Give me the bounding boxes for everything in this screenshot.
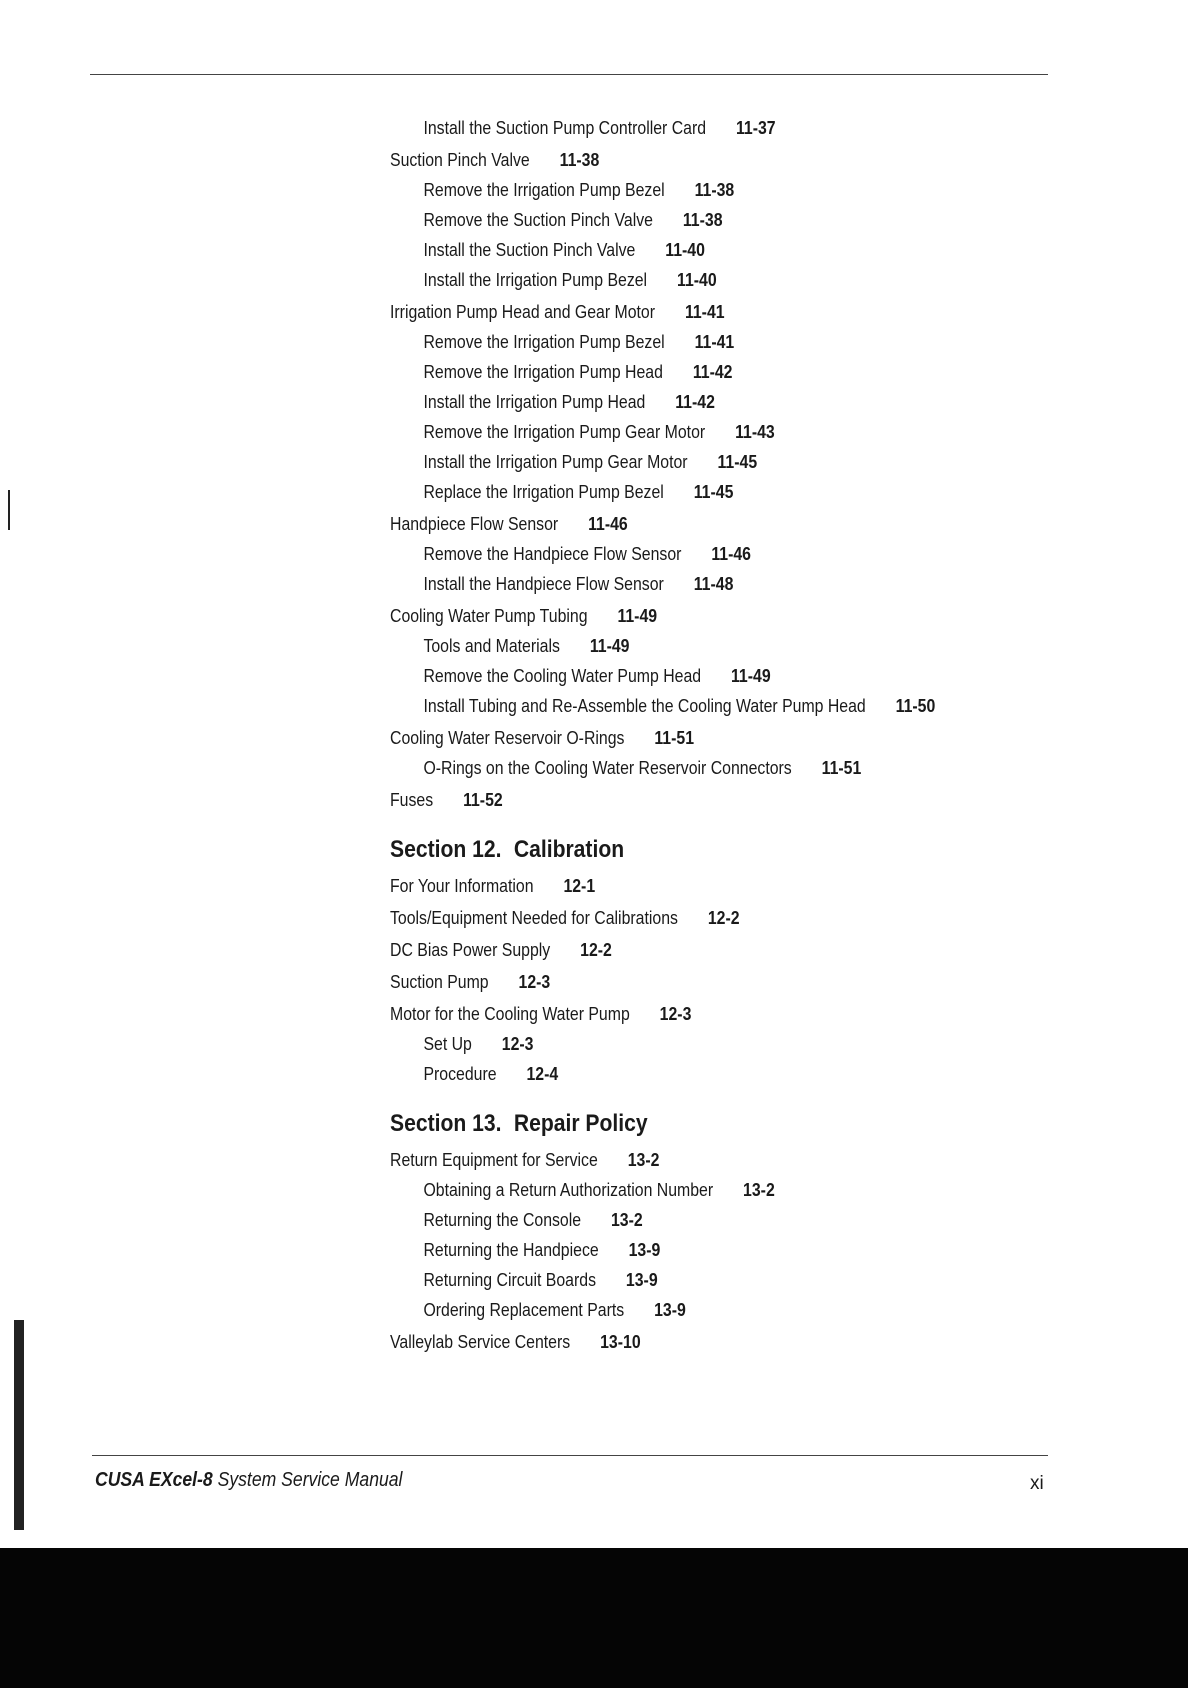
toc-entry-page: 11-49 [730, 666, 771, 686]
toc-entry-page: 13-9 [654, 1300, 686, 1320]
toc-entry-page: 12-3 [659, 1004, 692, 1024]
section-heading [390, 1109, 1024, 1139]
footer-title-rest: System Service Manual [217, 1469, 403, 1491]
toc-entry-label: Suction Pinch Valve [390, 150, 530, 170]
toc-entry-page: 11-46 [711, 544, 751, 564]
toc-entry [390, 117, 1024, 139]
toc-entry-label: Irrigation Pump Head and Gear Motor [390, 302, 656, 322]
section-heading [390, 835, 1024, 865]
toc-entry-label: Tools/Equipment Needed for Calibrations [390, 908, 678, 928]
toc-entry [390, 695, 1024, 717]
toc-entry-label: Remove the Irrigation Pump Gear Motor [423, 422, 706, 442]
scan-border [0, 1548, 1188, 1688]
toc-entry-page: 11-41 [684, 302, 725, 322]
toc-entry-label: Ordering Replacement Parts [423, 1300, 625, 1320]
footer-page-number: xi [1030, 1473, 1044, 1494]
footer-manual-title [95, 1469, 402, 1492]
toc-entry-label: Valleylab Service Centers [390, 1332, 571, 1352]
toc-entry-label: Remove the Cooling Water Pump Head [423, 666, 702, 686]
toc-entry-label: Cooling Water Reservoir O-Rings [390, 728, 625, 748]
toc-entry-page: 12-4 [526, 1064, 559, 1084]
toc-entry-label: Remove the Irrigation Pump Bezel [423, 180, 665, 200]
toc-entry-label: Returning Circuit Boards [423, 1270, 597, 1290]
toc-entry-label: Tools and Materials [423, 636, 560, 656]
toc-entry [390, 421, 1024, 443]
toc-entry [390, 301, 1024, 323]
toc-entry [390, 789, 1024, 811]
toc-entry [390, 1149, 1024, 1171]
toc-entry-page: 11-46 [588, 514, 628, 534]
toc-entry [390, 665, 1024, 687]
scan-edge-mark [8, 490, 10, 530]
toc-entry-page: 12-3 [518, 972, 551, 992]
toc-entry-label: Install the Irrigation Pump Gear Motor [423, 452, 688, 472]
toc-entry-label: Install Tubing and Re-Assemble the Cooling Water Pump Head [423, 696, 866, 716]
toc-entry-label: Suction Pump [390, 972, 489, 992]
section-number: Section 12. [390, 836, 502, 863]
toc-entry [390, 1299, 1024, 1321]
toc-entry-page: 11-45 [717, 452, 758, 472]
toc-entry-page: 11-40 [677, 270, 717, 290]
toc-entry [390, 1003, 1024, 1025]
section-number: Section 13. [390, 1110, 502, 1137]
toc-entry-page: 12-2 [580, 940, 612, 960]
toc-entry-label: Remove the Irrigation Pump Head [423, 362, 663, 382]
toc-entry-page: 13-9 [625, 1270, 658, 1290]
toc-entry [390, 1269, 1024, 1291]
toc-entry-label: Motor for the Cooling Water Pump [390, 1004, 630, 1024]
toc-entry-page: 13-2 [610, 1210, 643, 1230]
toc-entry-page: 11-52 [463, 790, 503, 810]
toc-entry-label: Remove the Suction Pinch Valve [423, 210, 653, 230]
toc-entry-page: 11-41 [694, 332, 735, 352]
toc-entry-label: Returning the Handpiece [423, 1240, 599, 1260]
toc-entry [390, 481, 1024, 503]
toc-entry-page: 12-1 [563, 876, 596, 896]
toc-entry-label: Procedure [423, 1064, 497, 1084]
toc-entry [390, 1239, 1024, 1261]
toc-entry-label: Install the Handpiece Flow Sensor [423, 574, 664, 594]
toc-entry-page: 11-48 [693, 574, 734, 594]
toc-entry [390, 209, 1024, 231]
toc-entry-label: Set Up [423, 1034, 472, 1054]
toc-entry-label: Install the Irrigation Pump Bezel [423, 270, 648, 290]
toc-entry-label: Install the Suction Pinch Valve [423, 240, 636, 260]
toc-entry-label: Install the Irrigation Pump Head [423, 392, 646, 412]
toc-entry [390, 269, 1024, 291]
toc-entry [390, 1063, 1024, 1085]
footer-brand: CUSA EXcel-8 [95, 1469, 213, 1491]
toc-entry [390, 1331, 1024, 1353]
toc-entry [390, 1209, 1024, 1231]
footer-rule [92, 1455, 1048, 1456]
section-title: Repair Policy [513, 1110, 648, 1137]
toc-entry-label: Handpiece Flow Sensor [390, 514, 559, 534]
toc-entry [390, 513, 1024, 535]
toc-entry-page: 11-51 [821, 758, 862, 778]
toc-entry-label: Install the Suction Pump Controller Card [423, 118, 707, 138]
toc-entry-label: Remove the Irrigation Pump Bezel [423, 332, 665, 352]
toc-entry [390, 149, 1024, 171]
toc-entry [390, 1033, 1024, 1055]
toc-entry-label: O-Rings on the Cooling Water Reservoir Connectors [423, 758, 792, 778]
toc-entry [390, 907, 1024, 929]
toc-entry-page: 13-2 [743, 1180, 775, 1200]
toc-entry [390, 391, 1024, 413]
toc-entry [390, 971, 1024, 993]
toc-entry-label: Remove the Handpiece Flow Sensor [423, 544, 682, 564]
toc-entry [390, 635, 1024, 657]
toc-entry-label: Return Equipment for Service [390, 1150, 598, 1170]
toc-entry-page: 12-2 [707, 908, 740, 928]
toc-entry-label: Cooling Water Pump Tubing [390, 606, 588, 626]
toc-entry-page: 11-50 [895, 696, 936, 716]
toc-entry [390, 1179, 1024, 1201]
toc-entry-page: 11-40 [665, 240, 705, 260]
toc-entry-page: 11-43 [735, 422, 775, 442]
section-title: Calibration [513, 836, 625, 863]
toc-entry [390, 239, 1024, 261]
toc-entry-label: Fuses [390, 790, 434, 810]
toc-entry-page: 11-42 [692, 362, 733, 382]
toc-entry [390, 543, 1024, 565]
toc-entry-page: 13-9 [628, 1240, 661, 1260]
toc-entry [390, 573, 1024, 595]
header-rule [90, 74, 1048, 75]
toc-entry-page: 11-38 [682, 210, 723, 230]
toc-entry-label: Replace the Irrigation Pump Bezel [423, 482, 664, 502]
toc-entry-page: 11-37 [735, 118, 776, 138]
toc-entry-page: 11-51 [654, 728, 695, 748]
toc-entry-page: 11-38 [559, 150, 600, 170]
toc-entry-label: DC Bias Power Supply [390, 940, 551, 960]
toc-entry [390, 451, 1024, 473]
scan-edge-mark [14, 1320, 24, 1530]
toc-entry [390, 757, 1024, 779]
toc-entry [390, 179, 1024, 201]
toc-entry [390, 939, 1024, 961]
toc-entry-page: 11-38 [694, 180, 735, 200]
toc-entry-label: For Your Information [390, 876, 534, 896]
toc-entry-page: 12-3 [501, 1034, 534, 1054]
toc-entry-page: 13-2 [627, 1150, 660, 1170]
toc-entry-label: Obtaining a Return Authorization Number [423, 1180, 714, 1200]
toc-entry-label: Returning the Console [423, 1210, 582, 1230]
toc-entry-page: 11-49 [617, 606, 658, 626]
toc-entry [390, 875, 1024, 897]
toc-entry-page: 13-10 [600, 1332, 641, 1352]
toc-entry-page: 11-49 [589, 636, 630, 656]
toc-entry [390, 331, 1024, 353]
toc-entry [390, 727, 1024, 749]
table-of-contents [390, 117, 1110, 1353]
toc-entry-page: 11-42 [675, 392, 715, 412]
toc-entry [390, 361, 1024, 383]
toc-entry [390, 605, 1024, 627]
toc-entry-page: 11-45 [693, 482, 734, 502]
